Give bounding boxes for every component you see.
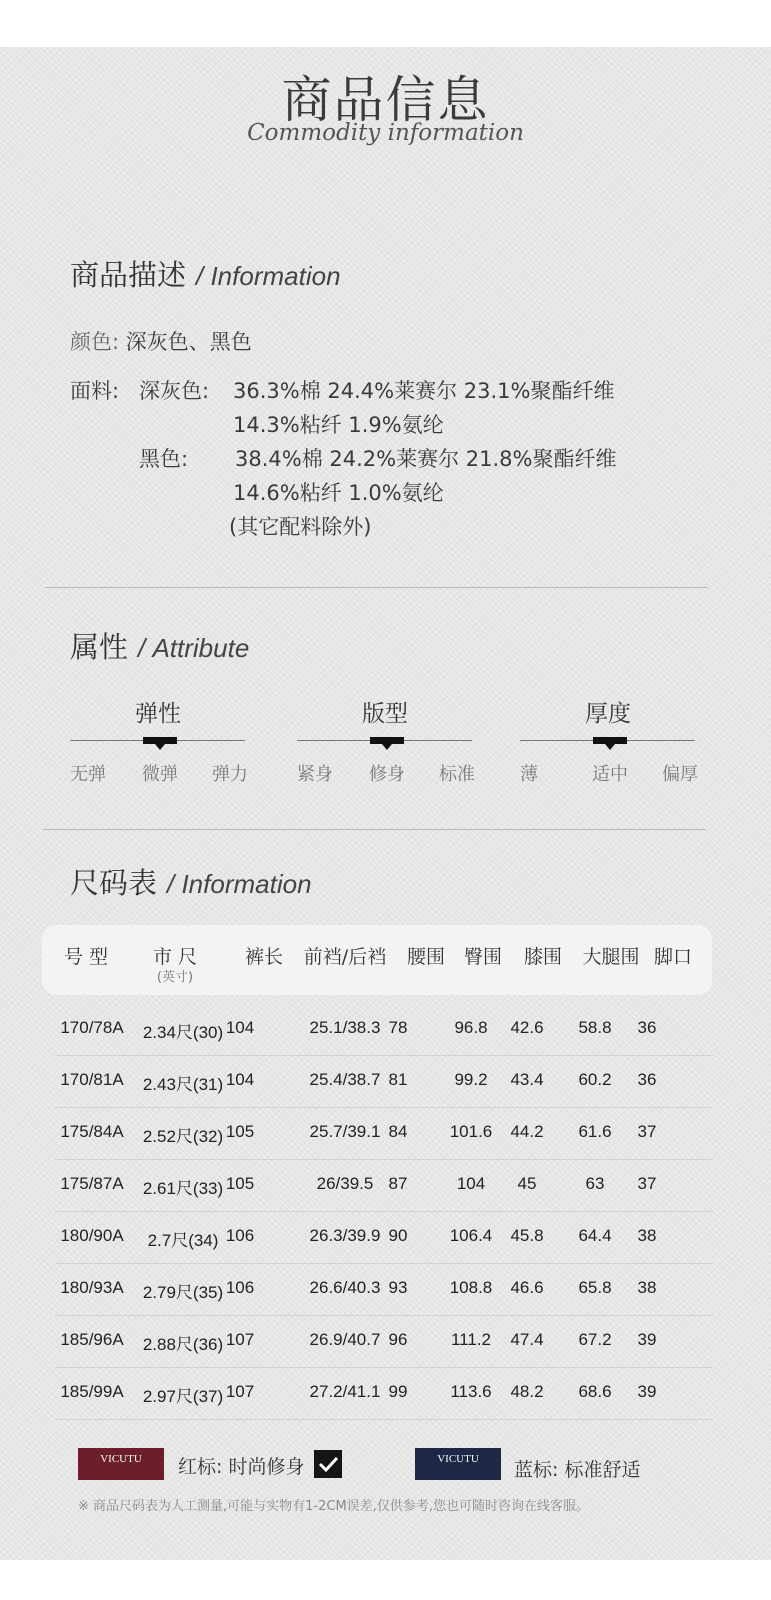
table-cell: 25.7/39.1 bbox=[309, 1122, 381, 1141]
page-subtitle: Commodity information bbox=[247, 120, 524, 146]
table-cell: 61.6 bbox=[578, 1122, 612, 1141]
table-cell: 67.2 bbox=[578, 1330, 612, 1349]
table-cell: 84 bbox=[388, 1122, 408, 1141]
table-cell: 63 bbox=[585, 1174, 605, 1193]
table-cell: 26.6/40.3 bbox=[309, 1278, 381, 1297]
table-cell: 27.2/41.1 bbox=[309, 1382, 381, 1401]
blue-label-badge bbox=[415, 1448, 501, 1480]
attribute-option: 薄 bbox=[520, 764, 538, 785]
table-cell: 101.6 bbox=[449, 1122, 493, 1141]
attribute-option: 标准 bbox=[439, 764, 475, 785]
attribute-option: 微弹 bbox=[142, 764, 178, 785]
table-cell: 26.3/39.9 bbox=[309, 1226, 381, 1245]
table-row bbox=[45, 1368, 713, 1420]
table-cell: 96.8 bbox=[454, 1018, 488, 1037]
attribute-marker bbox=[143, 737, 177, 744]
size-table-header-cell: 脚口 bbox=[653, 946, 692, 968]
table-cell: 170/78A bbox=[60, 1018, 124, 1037]
table-cell: 90 bbox=[388, 1226, 408, 1245]
attribute-marker-tip bbox=[605, 744, 615, 750]
attribute-marker-tip bbox=[155, 744, 165, 750]
size-title: 尺码表 bbox=[70, 866, 158, 900]
table-cell: 38 bbox=[637, 1278, 657, 1297]
table-cell: 185/99A bbox=[60, 1382, 124, 1401]
divider bbox=[45, 587, 708, 588]
row-divider bbox=[55, 1419, 713, 1420]
page-title: 商品信息 bbox=[281, 71, 490, 129]
table-cell: 37 bbox=[637, 1174, 657, 1193]
variant1-name: 深灰色: bbox=[139, 379, 210, 403]
table-cell: 2.7尺(34) bbox=[147, 1231, 219, 1250]
size-table-header-cell: 号 型 bbox=[63, 946, 109, 968]
attribute-marker bbox=[370, 737, 404, 744]
fabric-note: (其它配料除外) bbox=[229, 515, 372, 539]
table-row bbox=[45, 1160, 713, 1212]
size-table-header-cell: 腰围 bbox=[406, 946, 445, 968]
table-cell: 175/87A bbox=[60, 1174, 124, 1193]
table-cell: 39 bbox=[637, 1330, 657, 1349]
attribute-option: 弹力 bbox=[212, 764, 248, 785]
variant2-fabric-line1: 38.4%棉 24.2%莱赛尔 21.8%聚酯纤维 bbox=[235, 447, 617, 471]
table-cell: 68.6 bbox=[578, 1382, 612, 1401]
attribute-option: 偏厚 bbox=[662, 764, 698, 785]
table-cell: 104 bbox=[225, 1070, 255, 1089]
blue-label-brand: VICUTU bbox=[437, 1453, 479, 1465]
table-cell: 65.8 bbox=[578, 1278, 612, 1297]
table-cell: 42.6 bbox=[510, 1018, 544, 1037]
checkmark-icon bbox=[314, 1450, 342, 1478]
table-cell: 26/39.5 bbox=[316, 1174, 374, 1193]
table-cell: 37 bbox=[637, 1122, 657, 1141]
size-table-header-cell: 前裆/后裆 bbox=[303, 946, 387, 968]
table-row bbox=[45, 1004, 713, 1056]
color-label: 颜色: bbox=[70, 330, 120, 354]
table-cell: 87 bbox=[388, 1174, 408, 1193]
table-row bbox=[45, 1056, 713, 1108]
table-cell: 25.1/38.3 bbox=[309, 1018, 381, 1037]
table-cell: 107 bbox=[225, 1330, 255, 1349]
attribute-heading bbox=[70, 625, 249, 666]
table-row bbox=[45, 1212, 713, 1264]
table-cell: 111.2 bbox=[450, 1330, 492, 1349]
description-title: 商品描述 bbox=[70, 258, 187, 292]
table-row bbox=[45, 1264, 713, 1316]
table-cell: 2.79尺(35) bbox=[142, 1283, 224, 1302]
size-title-en: / Information bbox=[167, 869, 312, 899]
table-cell: 58.8 bbox=[578, 1018, 612, 1037]
table-cell: 36 bbox=[637, 1070, 657, 1089]
table-row bbox=[45, 1316, 713, 1368]
attribute-option: 无弹 bbox=[70, 764, 106, 785]
size-table-header-cell: 大腿围 bbox=[582, 946, 640, 968]
table-cell: 104 bbox=[225, 1018, 255, 1037]
table-cell: 105 bbox=[225, 1174, 255, 1193]
table-cell: 2.97尺(37) bbox=[142, 1387, 224, 1406]
red-label-badge bbox=[78, 1448, 164, 1480]
table-cell: 47.4 bbox=[510, 1330, 544, 1349]
size-table-header-cell: 臀围 bbox=[463, 946, 502, 968]
attribute-marker bbox=[593, 737, 627, 744]
table-cell: 104 bbox=[456, 1174, 486, 1193]
table-cell: 2.88尺(36) bbox=[142, 1335, 224, 1354]
table-cell: 175/84A bbox=[60, 1122, 124, 1141]
table-cell: 107 bbox=[225, 1382, 255, 1401]
table-cell: 44.2 bbox=[510, 1122, 544, 1141]
table-cell: 93 bbox=[388, 1278, 408, 1297]
size-table-header-sub: (英寸) bbox=[156, 970, 194, 985]
table-cell: 105 bbox=[225, 1122, 255, 1141]
table-cell: 64.4 bbox=[578, 1226, 612, 1245]
table-cell: 180/90A bbox=[60, 1226, 124, 1245]
table-cell: 2.43尺(31) bbox=[142, 1075, 224, 1094]
attribute-name: 版型 bbox=[362, 701, 408, 727]
variant1-fabric-line1: 36.3%棉 24.4%莱赛尔 23.1%聚酯纤维 bbox=[233, 379, 615, 403]
color-value: 深灰色、黑色 bbox=[125, 330, 252, 354]
table-cell: 48.2 bbox=[510, 1382, 544, 1401]
table-cell: 106 bbox=[225, 1226, 255, 1245]
fabric-label: 面料: bbox=[70, 379, 120, 403]
divider bbox=[43, 829, 706, 830]
table-cell: 96 bbox=[388, 1330, 408, 1349]
blue-label-text: 蓝标: 标准舒适 bbox=[514, 1459, 641, 1481]
table-cell: 99 bbox=[388, 1382, 408, 1401]
table-cell: 2.52尺(32) bbox=[142, 1127, 224, 1146]
table-cell: 99.2 bbox=[454, 1070, 488, 1089]
table-row bbox=[45, 1108, 713, 1160]
table-cell: 2.61尺(33) bbox=[142, 1179, 224, 1198]
table-cell: 113.6 bbox=[450, 1382, 492, 1401]
description-title-en: / Information bbox=[196, 261, 341, 291]
size-table-header-cell: 裤长 bbox=[244, 946, 283, 968]
table-cell: 81 bbox=[388, 1070, 408, 1089]
attribute-title: 属性 bbox=[70, 630, 129, 664]
table-cell: 45 bbox=[517, 1174, 537, 1193]
table-cell: 39 bbox=[637, 1382, 657, 1401]
variant2-fabric-line2: 14.6%粘纤 1.0%氨纶 bbox=[233, 481, 444, 505]
table-cell: 38 bbox=[637, 1226, 657, 1245]
table-cell: 26.9/40.7 bbox=[309, 1330, 381, 1349]
table-cell: 106.4 bbox=[449, 1226, 493, 1245]
red-label-text: 红标: 时尚修身 bbox=[178, 1456, 305, 1478]
table-cell: 170/81A bbox=[60, 1070, 124, 1089]
variant1-fabric-line2: 14.3%粘纤 1.9%氨纶 bbox=[233, 413, 444, 437]
table-cell: 36 bbox=[637, 1018, 657, 1037]
table-cell: 43.4 bbox=[510, 1070, 544, 1089]
size-footnote: ※ 商品尺码表为人工测量,可能与实物有1-2CM误差,仅供参考,您也可随时咨询在线客服。 bbox=[78, 1499, 589, 1514]
attribute-option: 紧身 bbox=[297, 764, 333, 785]
description-heading bbox=[70, 253, 341, 294]
attribute-title-en: / Attribute bbox=[138, 633, 250, 663]
table-cell: 106 bbox=[225, 1278, 255, 1297]
attribute-name: 厚度 bbox=[585, 701, 631, 727]
table-cell: 60.2 bbox=[578, 1070, 612, 1089]
table-cell: 45.8 bbox=[510, 1226, 544, 1245]
variant2-name: 黑色: bbox=[139, 447, 189, 471]
color-line bbox=[70, 326, 252, 356]
table-cell: 46.6 bbox=[510, 1278, 544, 1297]
attribute-option: 修身 bbox=[369, 764, 405, 785]
table-cell: 108.8 bbox=[449, 1278, 493, 1297]
red-label-brand: VICUTU bbox=[100, 1453, 142, 1465]
table-cell: 78 bbox=[388, 1018, 408, 1037]
table-cell: 180/93A bbox=[60, 1278, 124, 1297]
table-cell: 25.4/38.7 bbox=[309, 1070, 381, 1089]
size-table-header-cell: 膝围 bbox=[523, 946, 562, 968]
size-heading bbox=[70, 861, 312, 902]
table-cell: 2.34尺(30) bbox=[142, 1023, 224, 1042]
attribute-marker-tip bbox=[382, 744, 392, 750]
attribute-option: 适中 bbox=[592, 764, 628, 785]
size-table-header-cell: 市 尺 bbox=[152, 946, 198, 968]
attribute-name: 弹性 bbox=[135, 701, 181, 727]
table-cell: 185/96A bbox=[60, 1330, 124, 1349]
